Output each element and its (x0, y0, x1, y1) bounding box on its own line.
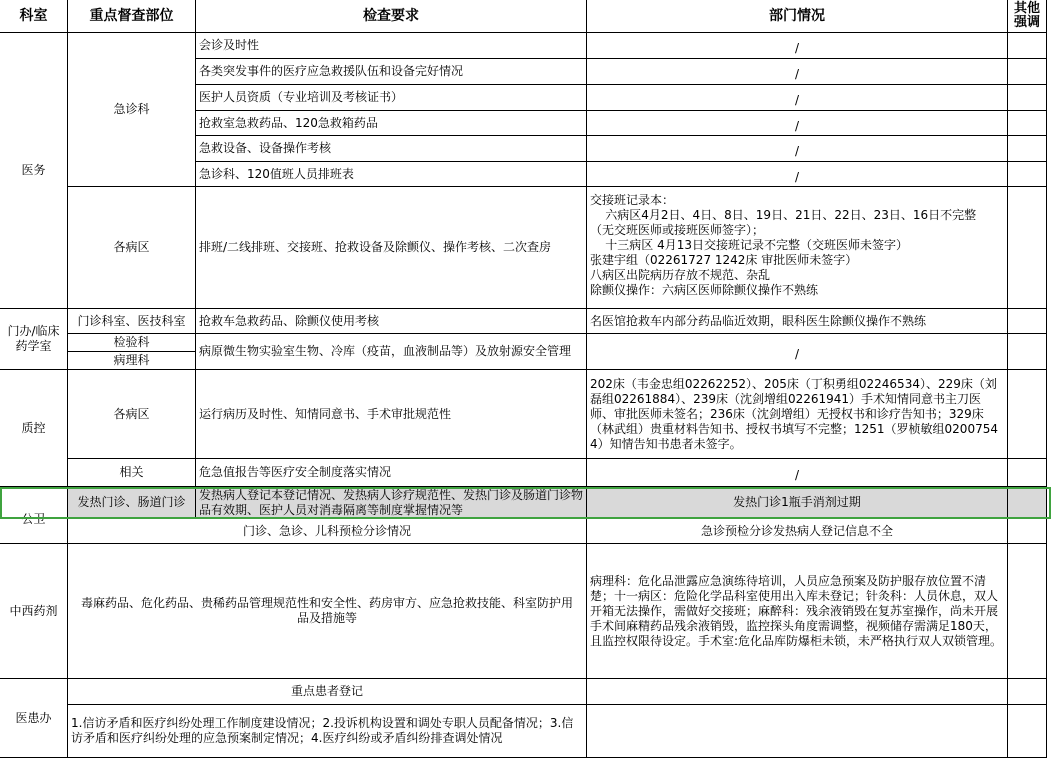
other-row5 (1008, 136, 1047, 162)
status-rescue-cart: 名医馆抢救车内部分药品临近效期，眼科医生除颤仪操作不熟练 (587, 309, 1008, 334)
dept-quality-control: 质控 (0, 370, 68, 487)
header-status: 部门情况 (587, 0, 1008, 33)
dept-public-health: 公卫 (0, 487, 68, 544)
req-staff-qualification: 医护人员资质（专业培训及考核证书） (196, 85, 587, 111)
part-wards-1: 各病区 (68, 187, 196, 309)
req-rescue-drugs: 抢救室急救药品、120急救箱药品 (196, 111, 587, 136)
status-handover-notes (587, 187, 1008, 309)
dept-pharmacy: 中西药剂 (0, 544, 68, 679)
status-triage: 急诊预检分诊发热病人登记信息不全 (587, 519, 1008, 544)
other-row11 (1008, 459, 1047, 487)
status-line: 除颤仪操作：六病区医师除颤仪操作不熟练 (590, 283, 819, 297)
other-row12[interactable] (1008, 487, 1047, 519)
status-fever-clinic[interactable]: 发热门诊1瓶手消剂过期 (587, 487, 1008, 519)
header-other: 其他强调 (1008, 0, 1047, 33)
req-critical-value: 危急值报告等医疗安全制度落实情况 (196, 459, 587, 487)
other-row8 (1008, 309, 1047, 334)
status-medical-records: 202床（韦金忠组02262252）、205床（丁积勇组02246534）、229床（刘磊组02261884）、239床（沈剑增组02261941）手术知情同意书主刀医师、审批医师未签名；236床（沈剑增组）无授权书和诊疗告知书；329床（林武组）贵重材料告知书、授权书填写不完整；1251（罗桢敏组02007544）知情告知书患者未签字。 (587, 370, 1008, 459)
req-medical-records: 运行病历及时性、知情同意书、手术审批规范性 (196, 370, 587, 459)
other-row3 (1008, 85, 1047, 111)
req-equipment-exam: 急救设备、设备操作考核 (196, 136, 587, 162)
part-fever-clinic[interactable]: 发热门诊、肠道门诊 (68, 487, 196, 519)
other-row14 (1008, 544, 1047, 679)
req-duty-schedule: 急诊科、120值班人员排班表 (196, 162, 587, 187)
status-line: 交接班记录本： (590, 193, 675, 207)
req-consult-timeliness: 会诊及时性 (196, 33, 587, 59)
req-drug-management: 毒麻药品、危化药品、贵稀药品管理规范性和安全性、药房审方、应急抢救技能、科室防护用品及措施等 (68, 544, 587, 679)
status-line: （无交班医师或接班医师签字）； (590, 223, 765, 237)
status-row6: / (587, 162, 1008, 187)
other-row6 (1008, 162, 1047, 187)
req-dispute-handling: 1.信访矛盾和医疗纠纷处理工作制度建设情况；2.投诉机构设置和调处专职人员配备情况；3.信访矛盾和医疗纠纷处理的应急预案制定情况；4.医疗纠纷或矛盾纠纷排查调处情况 (68, 705, 587, 758)
req-biosafety: 病原微生物实验室生物、冷库（疫苗，血液制品等）及放射源安全管理 (196, 334, 587, 370)
req-fever-clinic[interactable]: 发热病人登记本登记情况、发热病人诊疗规范性、发热门诊及肠道门诊物品有效期、医护人员对消毒隔离等制度掌握情况等 (196, 487, 587, 519)
status-key-patients (587, 679, 1008, 705)
status-biosafety: / (587, 334, 1008, 370)
status-dispute-handling (587, 705, 1008, 758)
dept-medical-affairs: 医务 (0, 33, 68, 309)
req-triage: 门诊、急诊、儿科预检分诊情况 (68, 519, 587, 544)
status-critical-value: / (587, 459, 1008, 487)
header-dept: 科室 (0, 0, 68, 33)
header-part: 重点督查部位 (68, 0, 196, 33)
other-row4 (1008, 111, 1047, 136)
part-wards-2: 各病区 (68, 370, 196, 459)
req-key-patients: 重点患者登记 (68, 679, 587, 705)
part-laboratory: 检验科 (68, 334, 196, 352)
req-rescue-cart: 抢救车急救药品、除颤仪使用考核 (196, 309, 587, 334)
dept-outpatient-pharmacy: 门办/临床药学室 (0, 309, 68, 370)
other-row9 (1008, 334, 1047, 370)
req-emergency-team: 各类突发事件的医疗应急救援队伍和设备完好情况 (196, 59, 587, 85)
other-row1 (1008, 33, 1047, 59)
other-row10 (1008, 370, 1047, 459)
part-outpatient-tech: 门诊科室、医技科室 (68, 309, 196, 334)
dept-patient-relations: 医患办 (0, 679, 68, 758)
part-pathology: 病理科 (68, 352, 196, 370)
req-shift-handover: 排班/二线排班、交接班、抢救设备及除颤仪、操作考核、二次查房 (196, 187, 587, 309)
status-line: 八病区出院病历存放不规范、杂乱 (590, 268, 771, 282)
other-row7 (1008, 187, 1047, 309)
other-row15 (1008, 679, 1047, 705)
other-row16 (1008, 705, 1047, 758)
header-requirement: 检查要求 (196, 0, 587, 33)
status-row2: / (587, 59, 1008, 85)
status-row4: / (587, 111, 1008, 136)
status-line: 十三病区 4月13日交接班记录不完整（交班医师未签字） (590, 238, 908, 252)
status-row5: / (587, 136, 1008, 162)
status-line: 六病区4月2日、4日、8日、19日、21日、22日、23日、16日不完整 (590, 208, 977, 222)
part-emergency: 急诊科 (68, 33, 196, 187)
status-line: 张建宇组（02261727 1242床 审批医师未签字） (590, 253, 858, 267)
other-row13 (1008, 519, 1047, 544)
status-row1: / (587, 33, 1008, 59)
part-related: 相关 (68, 459, 196, 487)
status-drug-management: 病理科：危化品泄露应急演练待培训，人员应急预案及防护服存放位置不清楚；十一病区：危险化学品科室使用出入库未登记；针灸科：人员休息，双人开箱无法操作，需做好交接班；麻醉科：残余液销毁在复苏室操作，尚未开展手术间麻精药品残余液销毁，监控探头角度需调整，视频储存需满足180天，且监控权限待设定。手术室:危化品库防爆柜未锁，未严格执行双人双锁管理。 (587, 544, 1008, 679)
other-row2 (1008, 59, 1047, 85)
status-row3: / (587, 85, 1008, 111)
